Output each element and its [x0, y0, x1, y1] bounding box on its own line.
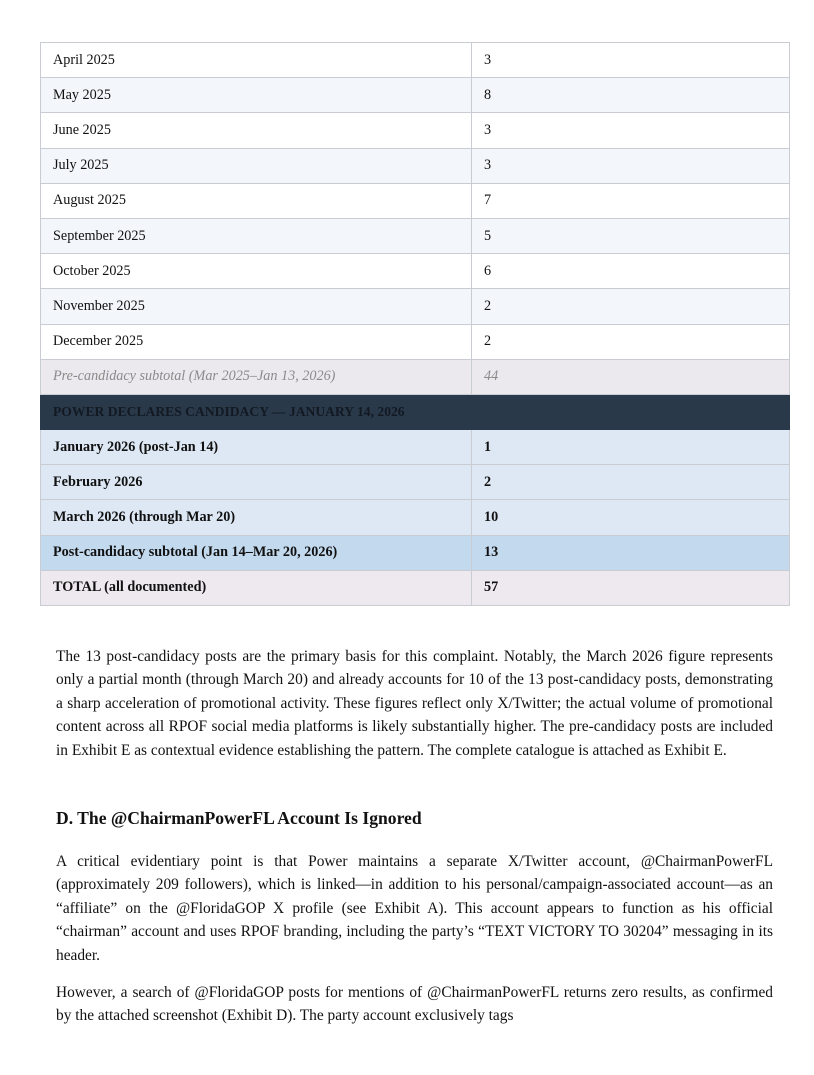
- body-paragraph: The 13 post-candidacy posts are the primary basis for this complaint. Notably, the March 2026 figure represents only a partial month (through March 20) and already accounts for 10 of the 13 post-candidacy posts, demonstrating a sharp acceleration of promotional activity. These figures reflect only X/Twitter; the actual volume of promotional content across all RPOF social media platforms is likely substantially higher. The pre-candidacy posts are included in Exhibit E as contextual evidence establishing the pattern. The complete catalogue is attached as Exhibit E.: [56, 648, 773, 759]
- count-cell: 10: [472, 500, 790, 535]
- month-cell: January 2026 (post-Jan 14): [41, 430, 472, 465]
- count-cell: 5: [472, 218, 790, 253]
- month-cell: April 2025: [41, 43, 472, 78]
- candidacy-banner: POWER DECLARES CANDIDACY — JANUARY 14, 2026: [41, 394, 790, 429]
- count-cell: 2: [472, 465, 790, 500]
- total-row: [41, 570, 790, 605]
- post-candidacy-subtotal-row: [41, 535, 790, 570]
- post-count-table-container: [40, 42, 789, 606]
- month-cell: December 2025: [41, 324, 472, 359]
- table-row: [41, 113, 790, 148]
- month-cell: October 2025: [41, 254, 472, 289]
- subtotal-count: 44: [472, 359, 790, 394]
- table-row: [41, 148, 790, 183]
- subtotal-count: 13: [472, 535, 790, 570]
- count-cell: 3: [472, 113, 790, 148]
- count-cell: 8: [472, 78, 790, 113]
- month-cell: March 2026 (through Mar 20): [41, 500, 472, 535]
- count-cell: 3: [472, 148, 790, 183]
- table-row: [41, 183, 790, 218]
- count-cell: 2: [472, 289, 790, 324]
- body-paragraph: A critical evidentiary point is that Power maintains a separate X/Twitter account, @ChairmanPowerFL (approximately 209 followers), which is linked—in addition to his personal/campaign-associated account—as an “affiliate” on the @FloridaGOP X profile (see Exhibit A). This account appears to function as his official “chairman” account and uses RPOF branding, including the party’s “TEXT VICTORY TO 30204” messaging in its header.: [56, 853, 773, 964]
- month-cell: November 2025: [41, 289, 472, 324]
- count-cell: 3: [472, 43, 790, 78]
- month-cell: February 2026: [41, 465, 472, 500]
- subtotal-label: Pre-candidacy subtotal (Mar 2025–Jan 13, 2026): [41, 359, 472, 394]
- table-row: [41, 430, 790, 465]
- total-label: TOTAL (all documented): [41, 570, 472, 605]
- table-row: [41, 500, 790, 535]
- pre-candidacy-subtotal-row: [41, 359, 790, 394]
- body-paragraph: However, a search of @FloridaGOP posts for mentions of @ChairmanPowerFL returns zero results, as confirmed by the attached screenshot (Exhibit D). The party account exclusively tags: [56, 984, 773, 1025]
- count-cell: 1: [472, 430, 790, 465]
- table-row: [41, 465, 790, 500]
- table-row: [41, 43, 790, 78]
- count-cell: 7: [472, 183, 790, 218]
- subtotal-label: Post-candidacy subtotal (Jan 14–Mar 20, 2026): [41, 535, 472, 570]
- section-heading: D. The @ChairmanPowerFL Account Is Ignored: [56, 808, 422, 828]
- table-row: [41, 218, 790, 253]
- table-row: [41, 289, 790, 324]
- month-cell: August 2025: [41, 183, 472, 218]
- count-cell: 2: [472, 324, 790, 359]
- post-count-table: [40, 42, 790, 606]
- count-cell: 6: [472, 254, 790, 289]
- table-row: [41, 78, 790, 113]
- total-count: 57: [472, 570, 790, 605]
- month-cell: June 2025: [41, 113, 472, 148]
- table-row: [41, 254, 790, 289]
- table-row: [41, 324, 790, 359]
- month-cell: July 2025: [41, 148, 472, 183]
- month-cell: September 2025: [41, 218, 472, 253]
- candidacy-banner-row: [41, 394, 790, 429]
- month-cell: May 2025: [41, 78, 472, 113]
